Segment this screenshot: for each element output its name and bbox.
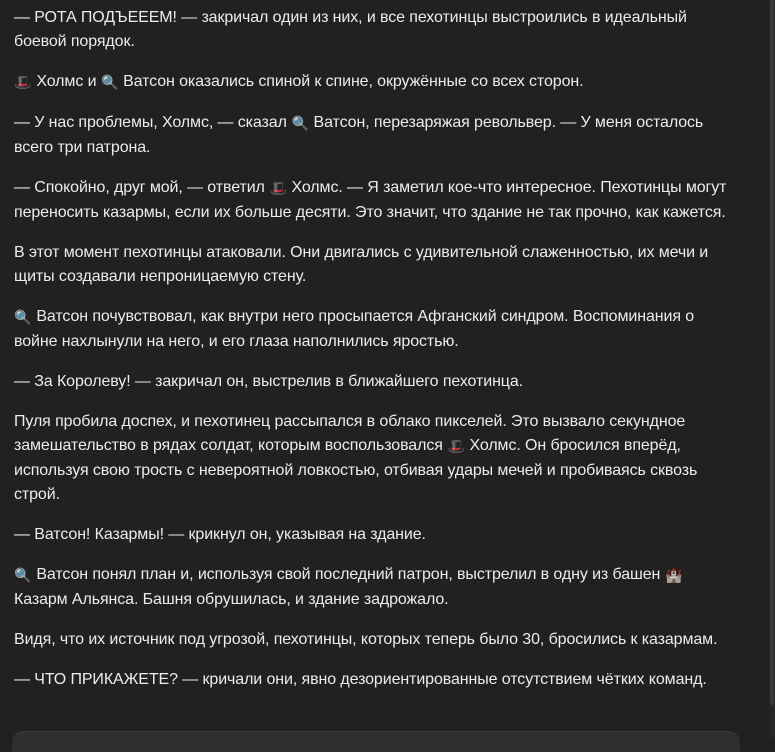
magnifying-glass-icon: 🔍 <box>14 310 32 326</box>
magnifying-glass-icon: 🔍 <box>101 75 119 91</box>
text-segment: — За Королеву! — закричал он, выстрелив в ближайшего пехотинца. <box>14 373 524 390</box>
text-segment: Ватсон почувствовал, как внутри него просыпается Афганский синдром. Воспоминания о войне нахлынули на него, и его глаза наполнились яростью. <box>14 308 695 350</box>
text-segment: Холмс. — Я заметил кое-что интересное. Пехотинцы могут переносить казармы, если их больше десяти. Это значит, что здание не так прочно, как кажется. <box>14 179 727 221</box>
paragraph-7 <box>14 370 740 394</box>
magnifying-glass-icon: 🔍 <box>291 116 309 132</box>
message-composer[interactable] <box>12 731 740 752</box>
paragraph-12 <box>14 668 740 692</box>
paragraph-3 <box>14 111 740 160</box>
paragraph-10 <box>14 563 740 612</box>
text-segment: Казарм Альянса. Башня обрушилась, и здание задрожало. <box>14 591 449 608</box>
text-segment: Видя, что их источник под угрозой, пехотинцы, которых теперь было 30, бросились к казармам. <box>14 631 718 648</box>
scrollbar[interactable] <box>769 0 775 739</box>
text-segment: Пуля пробила доспех, и пехотинец рассыпался в облако пикселей. Это вызвало секундное замешательство в рядах солдат, которым воспользовался <box>14 413 686 454</box>
paragraph-1 <box>14 6 740 54</box>
assistant-message <box>14 6 740 708</box>
paragraph-9 <box>14 523 740 547</box>
text-segment: Ватсон оказались спиной к спине, окружённые со всех сторон. <box>118 73 584 90</box>
top-hat-icon: 🎩 <box>447 439 465 455</box>
paragraph-11 <box>14 628 740 652</box>
top-hat-icon: 🎩 <box>14 75 32 91</box>
text-segment: — Спокойно, друг мой, — ответил <box>14 179 270 196</box>
text-segment: Холмс и <box>32 73 101 90</box>
castle-icon: 🏰 <box>664 568 683 584</box>
text-segment: В этот момент пехотинцы атаковали. Они двигались с удивительной слаженностью, их мечи и щиты создавали непроницаемую стену. <box>14 244 709 285</box>
magnifying-glass-icon: 🔍 <box>14 568 32 584</box>
text-segment: — ЧТО ПРИКАЖЕТЕ? — кричали они, явно дезориентированные отсутствием чётких команд. <box>14 671 707 688</box>
text-segment: Ватсон понял план и, используя свой последний патрон, выстрелил в одну из башен <box>32 566 665 583</box>
paragraph-4 <box>14 176 740 225</box>
text-segment: Ватсон, перезаряжая револьвер. — У меня осталось всего три патрона. <box>14 114 704 156</box>
paragraph-6 <box>14 305 740 354</box>
text-segment: Холмс. Он бросился вперёд, используя свою трость с невероятной ловкостью, отбивая удары мечей и пробиваясь сквозь строй. <box>14 437 698 503</box>
scrollbar-thumb[interactable] <box>770 0 774 705</box>
paragraph-2 <box>14 70 740 95</box>
paragraph-5 <box>14 241 740 289</box>
paragraph-8 <box>14 410 740 507</box>
text-segment: — У нас проблемы, Холмс, — сказал <box>14 114 292 131</box>
top-hat-icon: 🎩 <box>269 181 287 197</box>
text-segment: — РОТА ПОДЪЕЕЕМ! — закричал один из них, и все пехотинцы выстроились в идеальный боевой порядок. <box>14 9 687 50</box>
text-segment: — Ватсон! Казармы! — крикнул он, указывая на здание. <box>14 526 426 543</box>
